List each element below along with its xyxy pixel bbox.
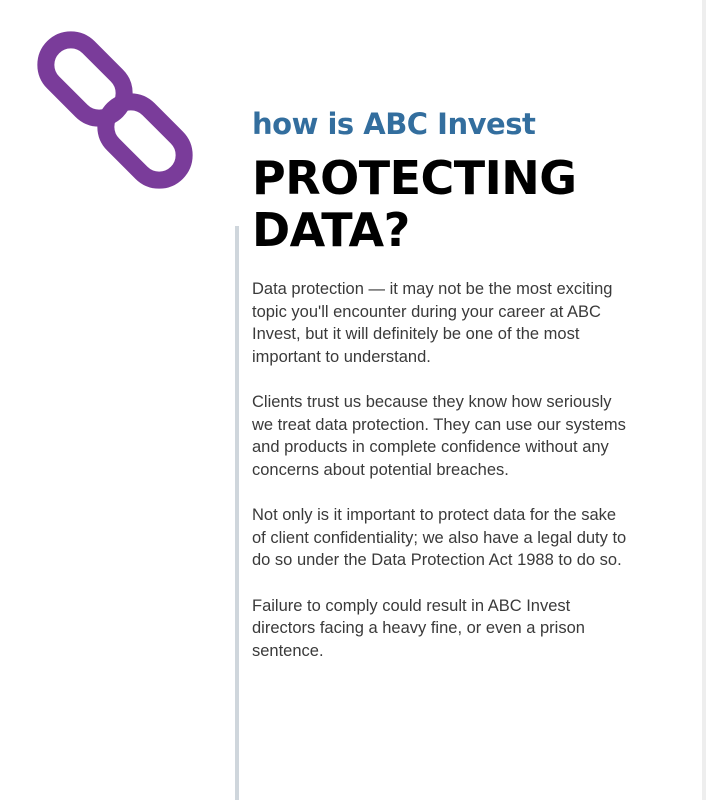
page-edge [702, 0, 706, 800]
vertical-divider [235, 226, 239, 800]
paragraph-3: Not only is it important to protect data for the sake of client confidentiality; we also have a legal duty to do so under the Data Protection Act 1988 to do so. [252, 506, 627, 569]
paragraph-4: Failure to comply could result in ABC Invest directors facing a heavy fine, or even a prison sentence. [252, 596, 585, 660]
page-subtitle: how is ABC Invest [252, 107, 536, 141]
page-title: PROTECTING DATA? [252, 151, 577, 257]
body-text [252, 278, 632, 685]
paragraph-1: Data protection — it may not be the most exciting topic you'll encounter during your career at ABC Invest, but it will definitely be one of the most important to understand. [252, 280, 613, 366]
chain-link-icon [28, 26, 208, 206]
paragraph-2: Clients trust us because they know how seriously we treat data protection. They can use our systems and products in complete confidence without any concerns about potential breaches. [252, 393, 626, 479]
